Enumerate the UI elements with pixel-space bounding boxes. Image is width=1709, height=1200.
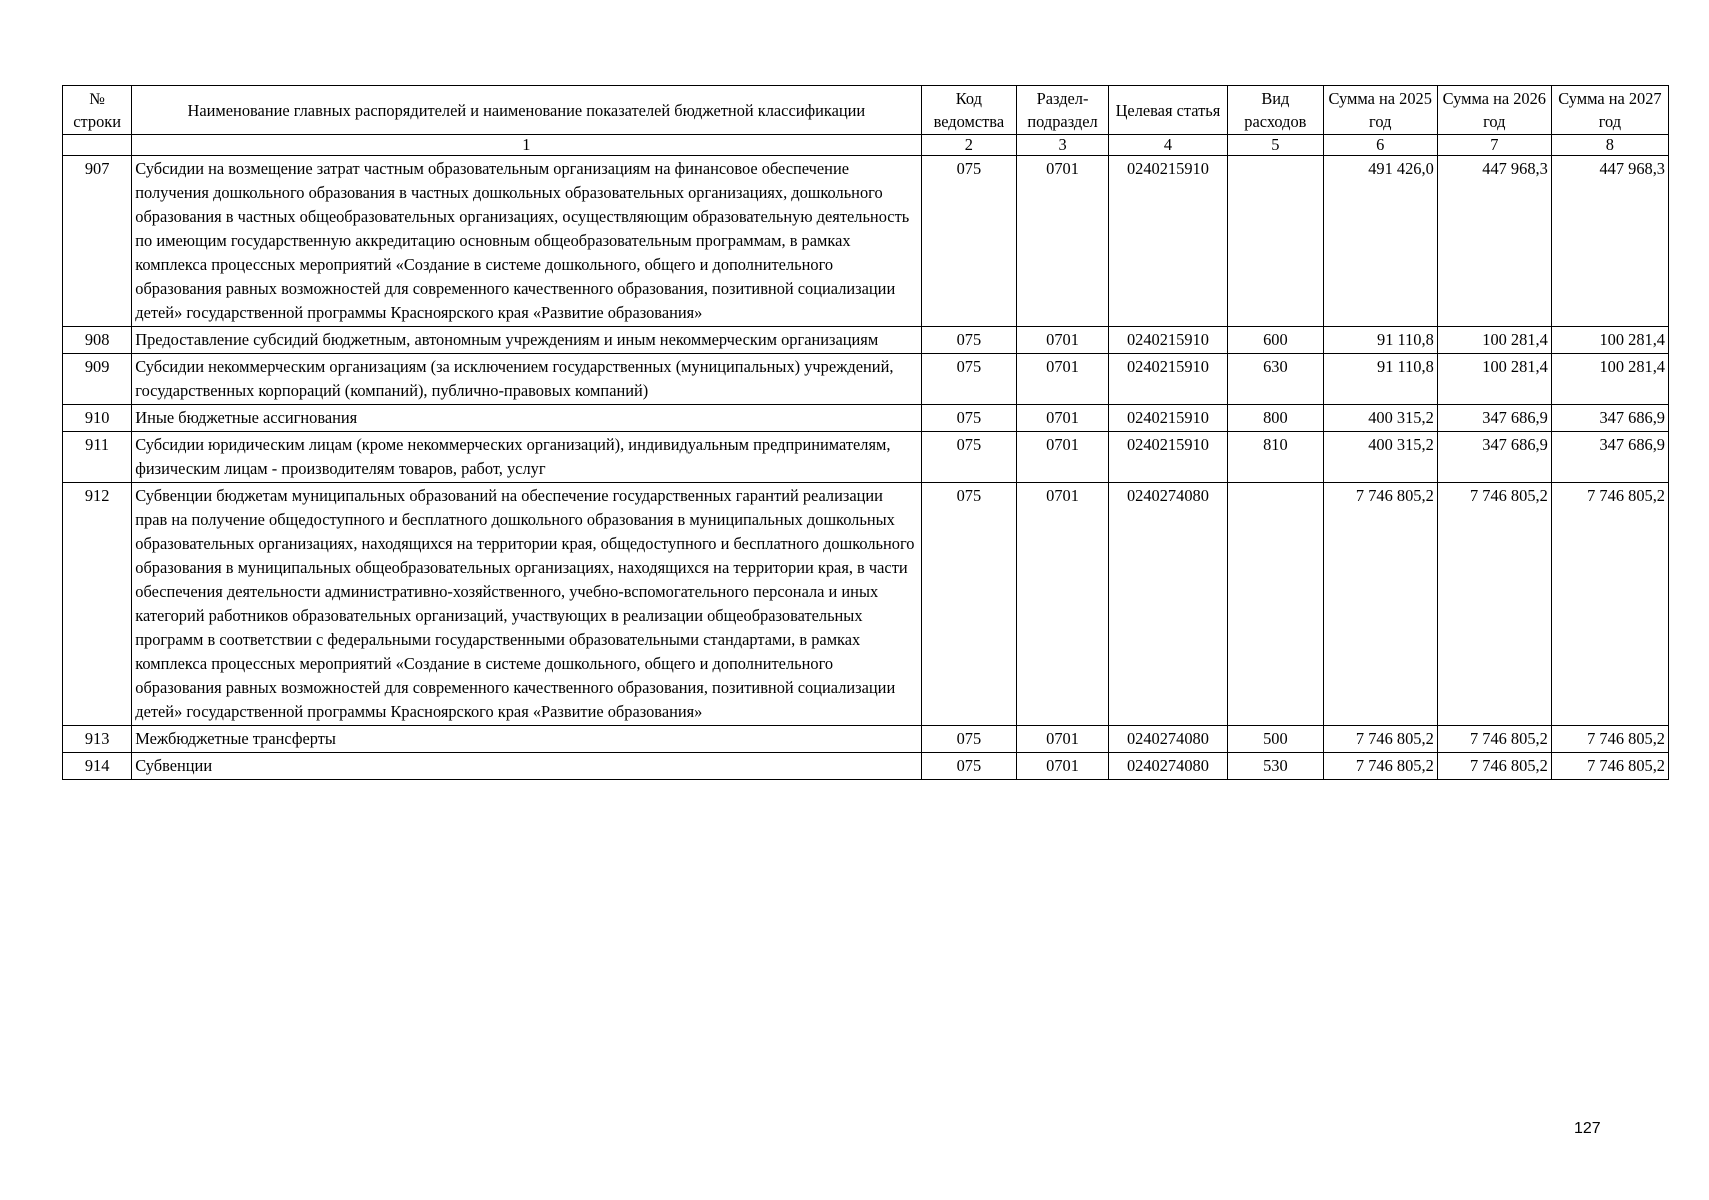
target-article-cell: 0240274080 [1108, 753, 1227, 780]
budget-table [62, 85, 1669, 780]
header-row-number: № строки [63, 86, 132, 135]
sum-2026-cell: 100 281,4 [1437, 327, 1551, 354]
row-name-cell: Субсидии на возмещение затрат частным образовательным организациям на финансовое обеспечение получения дошкольного образования в частных дошкольных образовательных организациях, дошкольного образования в частных общеобразовательных организациях, осуществляющим образовательную деятельность по имеющим государственную аккредитацию основным общеобразовательным программам, в рамках комплекса процессных мероприятий «Создание в системе дошкольного, общего и дополнительного образования равных возможностей для современного качественного образования, позитивной социализации детей» государственной программы Красноярского края «Развитие образования» [132, 156, 921, 327]
department-code-cell: 075 [921, 432, 1017, 483]
header-sum-2025: Сумма на 2025 год [1323, 86, 1437, 135]
expense-type-cell: 800 [1228, 405, 1324, 432]
sum-2025-cell: 91 110,8 [1323, 354, 1437, 405]
table-row [63, 354, 1669, 405]
section-cell: 0701 [1017, 405, 1109, 432]
expense-type-cell: 600 [1228, 327, 1324, 354]
department-code-cell: 075 [921, 726, 1017, 753]
column-number: 2 [921, 135, 1017, 156]
header-sum-2026: Сумма на 2026 год [1437, 86, 1551, 135]
section-cell: 0701 [1017, 354, 1109, 405]
target-article-cell: 0240215910 [1108, 432, 1227, 483]
table-body [63, 86, 1669, 780]
column-number: 5 [1228, 135, 1324, 156]
target-article-cell: 0240215910 [1108, 327, 1227, 354]
expense-type-cell [1228, 156, 1324, 327]
row-number-cell: 907 [63, 156, 132, 327]
sum-2025-cell: 400 315,2 [1323, 432, 1437, 483]
column-number: 4 [1108, 135, 1227, 156]
department-code-cell: 075 [921, 354, 1017, 405]
expense-type-cell: 810 [1228, 432, 1324, 483]
sum-2026-cell: 100 281,4 [1437, 354, 1551, 405]
row-name-cell: Субвенции бюджетам муниципальных образований на обеспечение государственных гарантий реализации прав на получение общедоступного и бесплатного дошкольного образования в муниципальных дошкольных образовательных организациях, находящихся на территории края, общедоступного и бесплатного дошкольного образования в муниципальных общеобразовательных организациях, находящихся на территории края, в части обеспечения деятельности административно-хозяйственного, учебно-вспомогательного персонала и иных категорий работников образовательных организаций, участвующих в реализации общеобразовательных программ в соответствии с федеральными государственными образовательными стандартами, в рамках комплекса процессных мероприятий «Создание в системе дошкольного, общего и дополнительного образования равных возможностей для современного качественного образования, позитивной социализации детей» государственной программы Красноярского края «Развитие образования» [132, 483, 921, 726]
header-sum-2027: Сумма на 2027 год [1551, 86, 1668, 135]
row-name-cell: Субсидии некоммерческим организациям (за исключением государственных (муниципальных) учреждений, государственных корпораций (компаний), публично-правовых компаний) [132, 354, 921, 405]
target-article-cell: 0240274080 [1108, 483, 1227, 726]
row-number-cell: 909 [63, 354, 132, 405]
column-number-row [63, 135, 1669, 156]
section-cell: 0701 [1017, 432, 1109, 483]
header-name: Наименование главных распорядителей и наименование показателей бюджетной классификации [132, 86, 921, 135]
sum-2027-cell: 347 686,9 [1551, 405, 1668, 432]
row-number-cell: 912 [63, 483, 132, 726]
page-number: 127 [1574, 1120, 1601, 1137]
sum-2025-cell: 7 746 805,2 [1323, 483, 1437, 726]
column-number: 1 [132, 135, 921, 156]
sum-2026-cell: 447 968,3 [1437, 156, 1551, 327]
sum-2025-cell: 91 110,8 [1323, 327, 1437, 354]
sum-2027-cell: 100 281,4 [1551, 327, 1668, 354]
sum-2026-cell: 7 746 805,2 [1437, 726, 1551, 753]
sum-2026-cell: 7 746 805,2 [1437, 483, 1551, 726]
row-number-cell: 910 [63, 405, 132, 432]
table-row [63, 726, 1669, 753]
header-expense-type: Вид расходов [1228, 86, 1324, 135]
row-number-cell: 911 [63, 432, 132, 483]
sum-2025-cell: 400 315,2 [1323, 405, 1437, 432]
expense-type-cell: 530 [1228, 753, 1324, 780]
expense-type-cell [1228, 483, 1324, 726]
row-name-cell: Субвенции [132, 753, 921, 780]
sum-2026-cell: 347 686,9 [1437, 432, 1551, 483]
sum-2025-cell: 7 746 805,2 [1323, 726, 1437, 753]
sum-2027-cell: 347 686,9 [1551, 432, 1668, 483]
sum-2026-cell: 347 686,9 [1437, 405, 1551, 432]
table-row [63, 405, 1669, 432]
row-name-cell: Иные бюджетные ассигнования [132, 405, 921, 432]
department-code-cell: 075 [921, 327, 1017, 354]
column-number: 3 [1017, 135, 1109, 156]
column-number: 6 [1323, 135, 1437, 156]
expense-type-cell: 630 [1228, 354, 1324, 405]
section-cell: 0701 [1017, 726, 1109, 753]
sum-2027-cell: 447 968,3 [1551, 156, 1668, 327]
column-number: 8 [1551, 135, 1668, 156]
row-number-cell: 913 [63, 726, 132, 753]
target-article-cell: 0240215910 [1108, 156, 1227, 327]
row-name-cell: Предоставление субсидий бюджетным, автономным учреждениям и иным некоммерческим организациям [132, 327, 921, 354]
table-row [63, 753, 1669, 780]
row-name-cell: Субсидии юридическим лицам (кроме некоммерческих организаций), индивидуальным предпринимателям, физическим лицам - производителям товаров, работ, услуг [132, 432, 921, 483]
expense-type-cell: 500 [1228, 726, 1324, 753]
table-row [63, 483, 1669, 726]
row-number-cell: 908 [63, 327, 132, 354]
header-section: Раздел-подраздел [1017, 86, 1109, 135]
header-row [63, 86, 1669, 135]
department-code-cell: 075 [921, 483, 1017, 726]
target-article-cell: 0240215910 [1108, 405, 1227, 432]
row-number-cell: 914 [63, 753, 132, 780]
target-article-cell: 0240215910 [1108, 354, 1227, 405]
row-name-cell: Межбюджетные трансферты [132, 726, 921, 753]
section-cell: 0701 [1017, 483, 1109, 726]
target-article-cell: 0240274080 [1108, 726, 1227, 753]
department-code-cell: 075 [921, 156, 1017, 327]
section-cell: 0701 [1017, 753, 1109, 780]
table-row [63, 432, 1669, 483]
table-row [63, 327, 1669, 354]
sum-2026-cell: 7 746 805,2 [1437, 753, 1551, 780]
budget-document [62, 85, 1669, 780]
sum-2027-cell: 7 746 805,2 [1551, 483, 1668, 726]
sum-2025-cell: 7 746 805,2 [1323, 753, 1437, 780]
header-department-code: Код ведомства [921, 86, 1017, 135]
department-code-cell: 075 [921, 753, 1017, 780]
section-cell: 0701 [1017, 327, 1109, 354]
column-number: 7 [1437, 135, 1551, 156]
sum-2027-cell: 7 746 805,2 [1551, 753, 1668, 780]
department-code-cell: 075 [921, 405, 1017, 432]
sum-2027-cell: 7 746 805,2 [1551, 726, 1668, 753]
sum-2027-cell: 100 281,4 [1551, 354, 1668, 405]
section-cell: 0701 [1017, 156, 1109, 327]
sum-2025-cell: 491 426,0 [1323, 156, 1437, 327]
table-row [63, 156, 1669, 327]
header-target-article: Целевая статья [1108, 86, 1227, 135]
column-number [63, 135, 132, 156]
